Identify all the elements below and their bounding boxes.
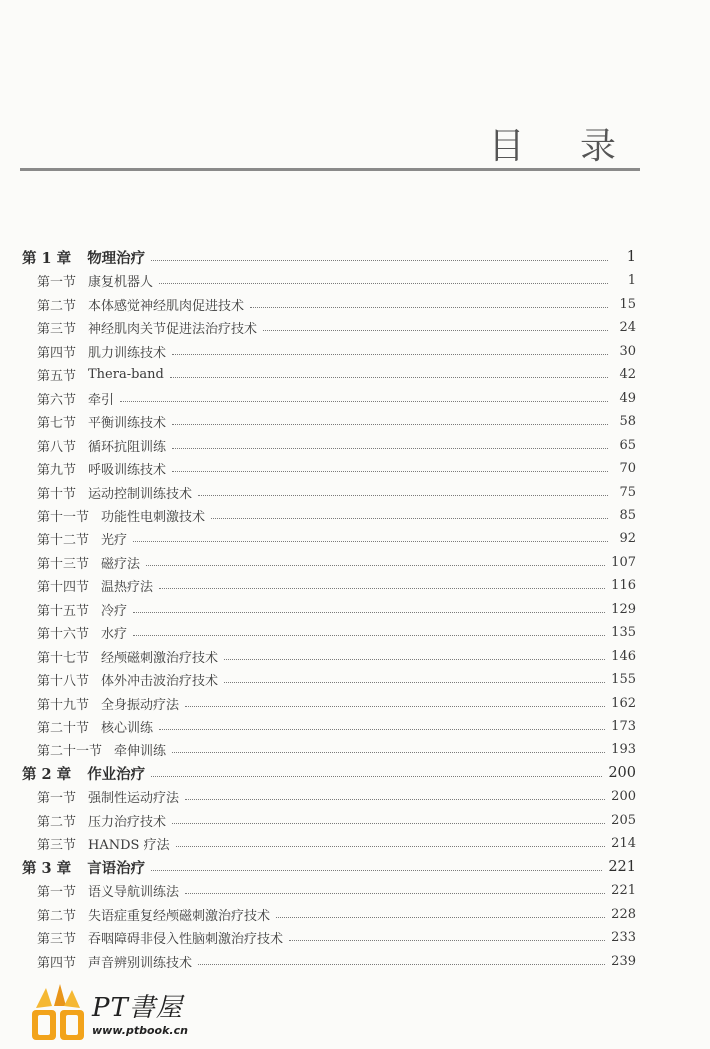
toc-leader-dots: [159, 729, 605, 730]
toc-entry-label: 第三节: [37, 837, 77, 853]
toc-leader-dots: [120, 401, 608, 402]
toc-section-row: [37, 668, 636, 690]
toc-leader-dots: [172, 354, 608, 355]
toc-section-row: [37, 692, 636, 714]
toc-page-number: 75: [619, 484, 636, 500]
toc-leader-dots: [133, 541, 608, 542]
toc-entry-title: 平衡训练技术: [88, 415, 167, 431]
toc-section-row: [37, 926, 636, 948]
toc-page-number: 58: [619, 413, 636, 429]
toc-page-number: 49: [619, 390, 636, 406]
toc-entry-label: 第十三节: [37, 556, 90, 572]
toc-entry-title: Thera-band: [88, 366, 164, 382]
toc-entry-label: 第十八节: [37, 673, 90, 689]
toc-entry-label: 第三节: [37, 931, 77, 947]
toc-entry-label: 第八节: [37, 439, 77, 455]
toc-page-number: 15: [619, 296, 636, 312]
toc-entry-title: 牵伸训练: [114, 743, 167, 759]
toc-leader-dots: [159, 283, 608, 284]
toc-page-number: 1: [627, 272, 636, 288]
toc-section-row: [37, 950, 636, 972]
toc-entry-label: 第十六节: [37, 626, 90, 642]
toc-entry-title: 光疗: [101, 532, 128, 548]
toc-leader-dots: [172, 471, 608, 472]
toc-entry-title: 体外冲击波治疗技术: [101, 673, 219, 689]
toc-entry-title: 语义导航训练法: [88, 884, 180, 900]
toc-page-number: 24: [619, 319, 636, 335]
toc-page-number: 1: [626, 249, 636, 265]
toc-section-row: [37, 316, 636, 338]
book-logo-icon: [30, 982, 86, 1042]
toc-leader-dots: [172, 752, 605, 753]
toc-entry-label: 第二节: [37, 908, 77, 924]
toc-entry-label: 第 1 章: [22, 249, 72, 267]
toc-entry-title: 吞咽障碍非侵入性脑刺激治疗技术: [88, 931, 284, 947]
toc-entry-label: 第二节: [37, 298, 77, 314]
toc-section-row: [37, 715, 636, 737]
toc-leader-dots: [198, 964, 605, 965]
toc-page-number: 129: [611, 601, 636, 617]
toc-leader-dots: [151, 776, 602, 777]
toc-page-number: 162: [611, 695, 636, 711]
toc-page-number: 155: [611, 671, 636, 687]
toc-page-number: 193: [611, 741, 636, 757]
toc-entry-label: 第二十节: [37, 720, 90, 736]
toc-chapter-row: [22, 856, 636, 878]
toc-leader-dots: [133, 612, 605, 613]
toc-section-row: [37, 809, 636, 831]
toc-section-row: [37, 645, 636, 667]
toc-entry-label: 第十九节: [37, 697, 90, 713]
toc-leader-dots: [151, 870, 602, 871]
toc-page-number: 85: [619, 507, 636, 523]
toc-entry-title: 功能性电刺激技术: [101, 509, 206, 525]
toc-leader-dots: [151, 260, 608, 261]
toc-page-number: 42: [619, 366, 636, 382]
toc-entry-label: 第十五节: [37, 603, 90, 619]
toc-page-number: 214: [611, 835, 636, 851]
toc-entry-label: 第七节: [37, 415, 77, 431]
toc-section-row: [37, 738, 636, 760]
toc-leader-dots: [224, 659, 605, 660]
toc-entry-label: 第十四节: [37, 579, 90, 595]
toc-section-row: [37, 598, 636, 620]
toc-page-number: 239: [611, 953, 636, 969]
toc-entry-label: 第一节: [37, 790, 77, 806]
toc-section-row: [37, 387, 636, 409]
toc-page-number: 70: [619, 460, 636, 476]
toc-entry-label: 第五节: [37, 368, 77, 384]
toc-page-number: 30: [619, 343, 636, 359]
toc-entry-title: 呼吸训练技术: [88, 462, 167, 478]
toc-entry-label: 第六节: [37, 392, 77, 408]
toc-page-number: 200: [608, 765, 636, 781]
toc-page-number: 233: [611, 929, 636, 945]
toc-leader-dots: [172, 823, 605, 824]
toc-leader-dots: [159, 588, 605, 589]
watermark-url: www.ptbook.cn: [92, 1024, 188, 1037]
toc-leader-dots: [276, 917, 605, 918]
toc-entry-title: HANDS 疗法: [88, 837, 170, 853]
toc-chapter-row: [22, 762, 636, 784]
toc-entry-label: 第十二节: [37, 532, 90, 548]
toc-leader-dots: [185, 706, 605, 707]
toc-entry-title: 物理治疗: [87, 249, 146, 267]
toc-entry-title: 水疗: [101, 626, 128, 642]
toc-entry-label: 第十一节: [37, 509, 90, 525]
toc-entry-title: 言语治疗: [87, 859, 146, 877]
toc-leader-dots: [146, 565, 605, 566]
toc-entry-title: 作业治疗: [87, 765, 146, 783]
toc-page-number: 221: [611, 882, 636, 898]
toc-entry-label: 第十七节: [37, 650, 90, 666]
toc-entry-title: 本体感觉神经肌肉促进技术: [88, 298, 245, 314]
toc-section-row: [37, 457, 636, 479]
toc-entry-label: 第四节: [37, 955, 77, 971]
toc-entry-label: 第一节: [37, 274, 77, 290]
toc-entry-label: 第 2 章: [22, 765, 72, 783]
toc-section-row: [37, 434, 636, 456]
watermark-name: PT書屋: [92, 993, 183, 1023]
toc-section-row: [37, 340, 636, 362]
toc-entry-title: 强制性运动疗法: [88, 790, 180, 806]
toc-entry-label: 第十节: [37, 486, 77, 502]
toc-leader-dots: [170, 377, 608, 378]
toc-leader-dots: [185, 893, 605, 894]
toc-leader-dots: [263, 330, 608, 331]
toc-section-row: [37, 504, 636, 526]
title-rule: [20, 168, 640, 171]
toc-entry-title: 肌力训练技术: [88, 345, 167, 361]
toc-page-number: 200: [611, 788, 636, 804]
toc-entry-label: 第三节: [37, 321, 77, 337]
toc-entry-title: 牵引: [88, 392, 115, 408]
toc-leader-dots: [185, 799, 605, 800]
toc-leader-dots: [172, 424, 608, 425]
toc-chapter-row: [22, 246, 636, 268]
toc-section-row: [37, 269, 636, 291]
page-title: 目 录: [488, 126, 638, 167]
toc-section-row: [37, 832, 636, 854]
toc-entry-label: 第四节: [37, 345, 77, 361]
toc-entry-label: 第九节: [37, 462, 77, 478]
toc-page-number: 173: [611, 718, 636, 734]
toc-page-number: 221: [608, 859, 636, 875]
watermark-logo: [30, 982, 188, 1042]
toc-section-row: [37, 621, 636, 643]
toc-entry-title: 磁疗法: [101, 556, 141, 572]
toc-leader-dots: [172, 448, 608, 449]
toc-entry-label: 第 3 章: [22, 859, 72, 877]
toc-page-number: 65: [619, 437, 636, 453]
toc-page-number: 135: [611, 624, 636, 640]
toc-section-row: [37, 879, 636, 901]
toc-section-row: [37, 527, 636, 549]
toc-entry-label: 第二十一节: [37, 743, 103, 759]
toc-section-row: [37, 551, 636, 573]
toc-section-row: [37, 481, 636, 503]
toc-section-row: [37, 574, 636, 596]
toc-entry-title: 经颅磁刺激治疗技术: [101, 650, 219, 666]
toc-entry-title: 冷疗: [101, 603, 128, 619]
toc-entry-title: 康复机器人: [88, 274, 154, 290]
toc-page-number: 146: [611, 648, 636, 664]
toc-section-row: [37, 363, 636, 385]
toc-entry-title: 声音辨别训练技术: [88, 955, 193, 971]
toc-entry-title: 失语症重复经颅磁刺激治疗技术: [88, 908, 271, 924]
toc-entry-label: 第一节: [37, 884, 77, 900]
toc-leader-dots: [133, 635, 605, 636]
toc-section-row: [37, 410, 636, 432]
toc-entry-title: 压力治疗技术: [88, 814, 167, 830]
toc-section-row: [37, 785, 636, 807]
toc-page-number: 92: [619, 530, 636, 546]
toc-leader-dots: [198, 495, 608, 496]
toc-leader-dots: [289, 940, 605, 941]
toc-page-number: 116: [611, 577, 636, 593]
toc-page-number: 205: [611, 812, 636, 828]
toc-entry-title: 核心训练: [101, 720, 154, 736]
toc-leader-dots: [211, 518, 608, 519]
toc-entry-label: 第二节: [37, 814, 77, 830]
toc-leader-dots: [250, 307, 608, 308]
toc-section-row: [37, 903, 636, 925]
toc-entry-title: 神经肌肉关节促进法治疗技术: [88, 321, 258, 337]
toc-leader-dots: [224, 682, 605, 683]
toc-entry-title: 温热疗法: [101, 579, 154, 595]
toc-page-number: 107: [611, 554, 636, 570]
toc-entry-title: 全身振动疗法: [101, 697, 180, 713]
toc-entry-title: 运动控制训练技术: [88, 486, 193, 502]
toc-section-row: [37, 293, 636, 315]
toc-page-number: 228: [611, 906, 636, 922]
toc-leader-dots: [176, 846, 606, 847]
toc-entry-title: 循环抗阻训练: [88, 439, 167, 455]
